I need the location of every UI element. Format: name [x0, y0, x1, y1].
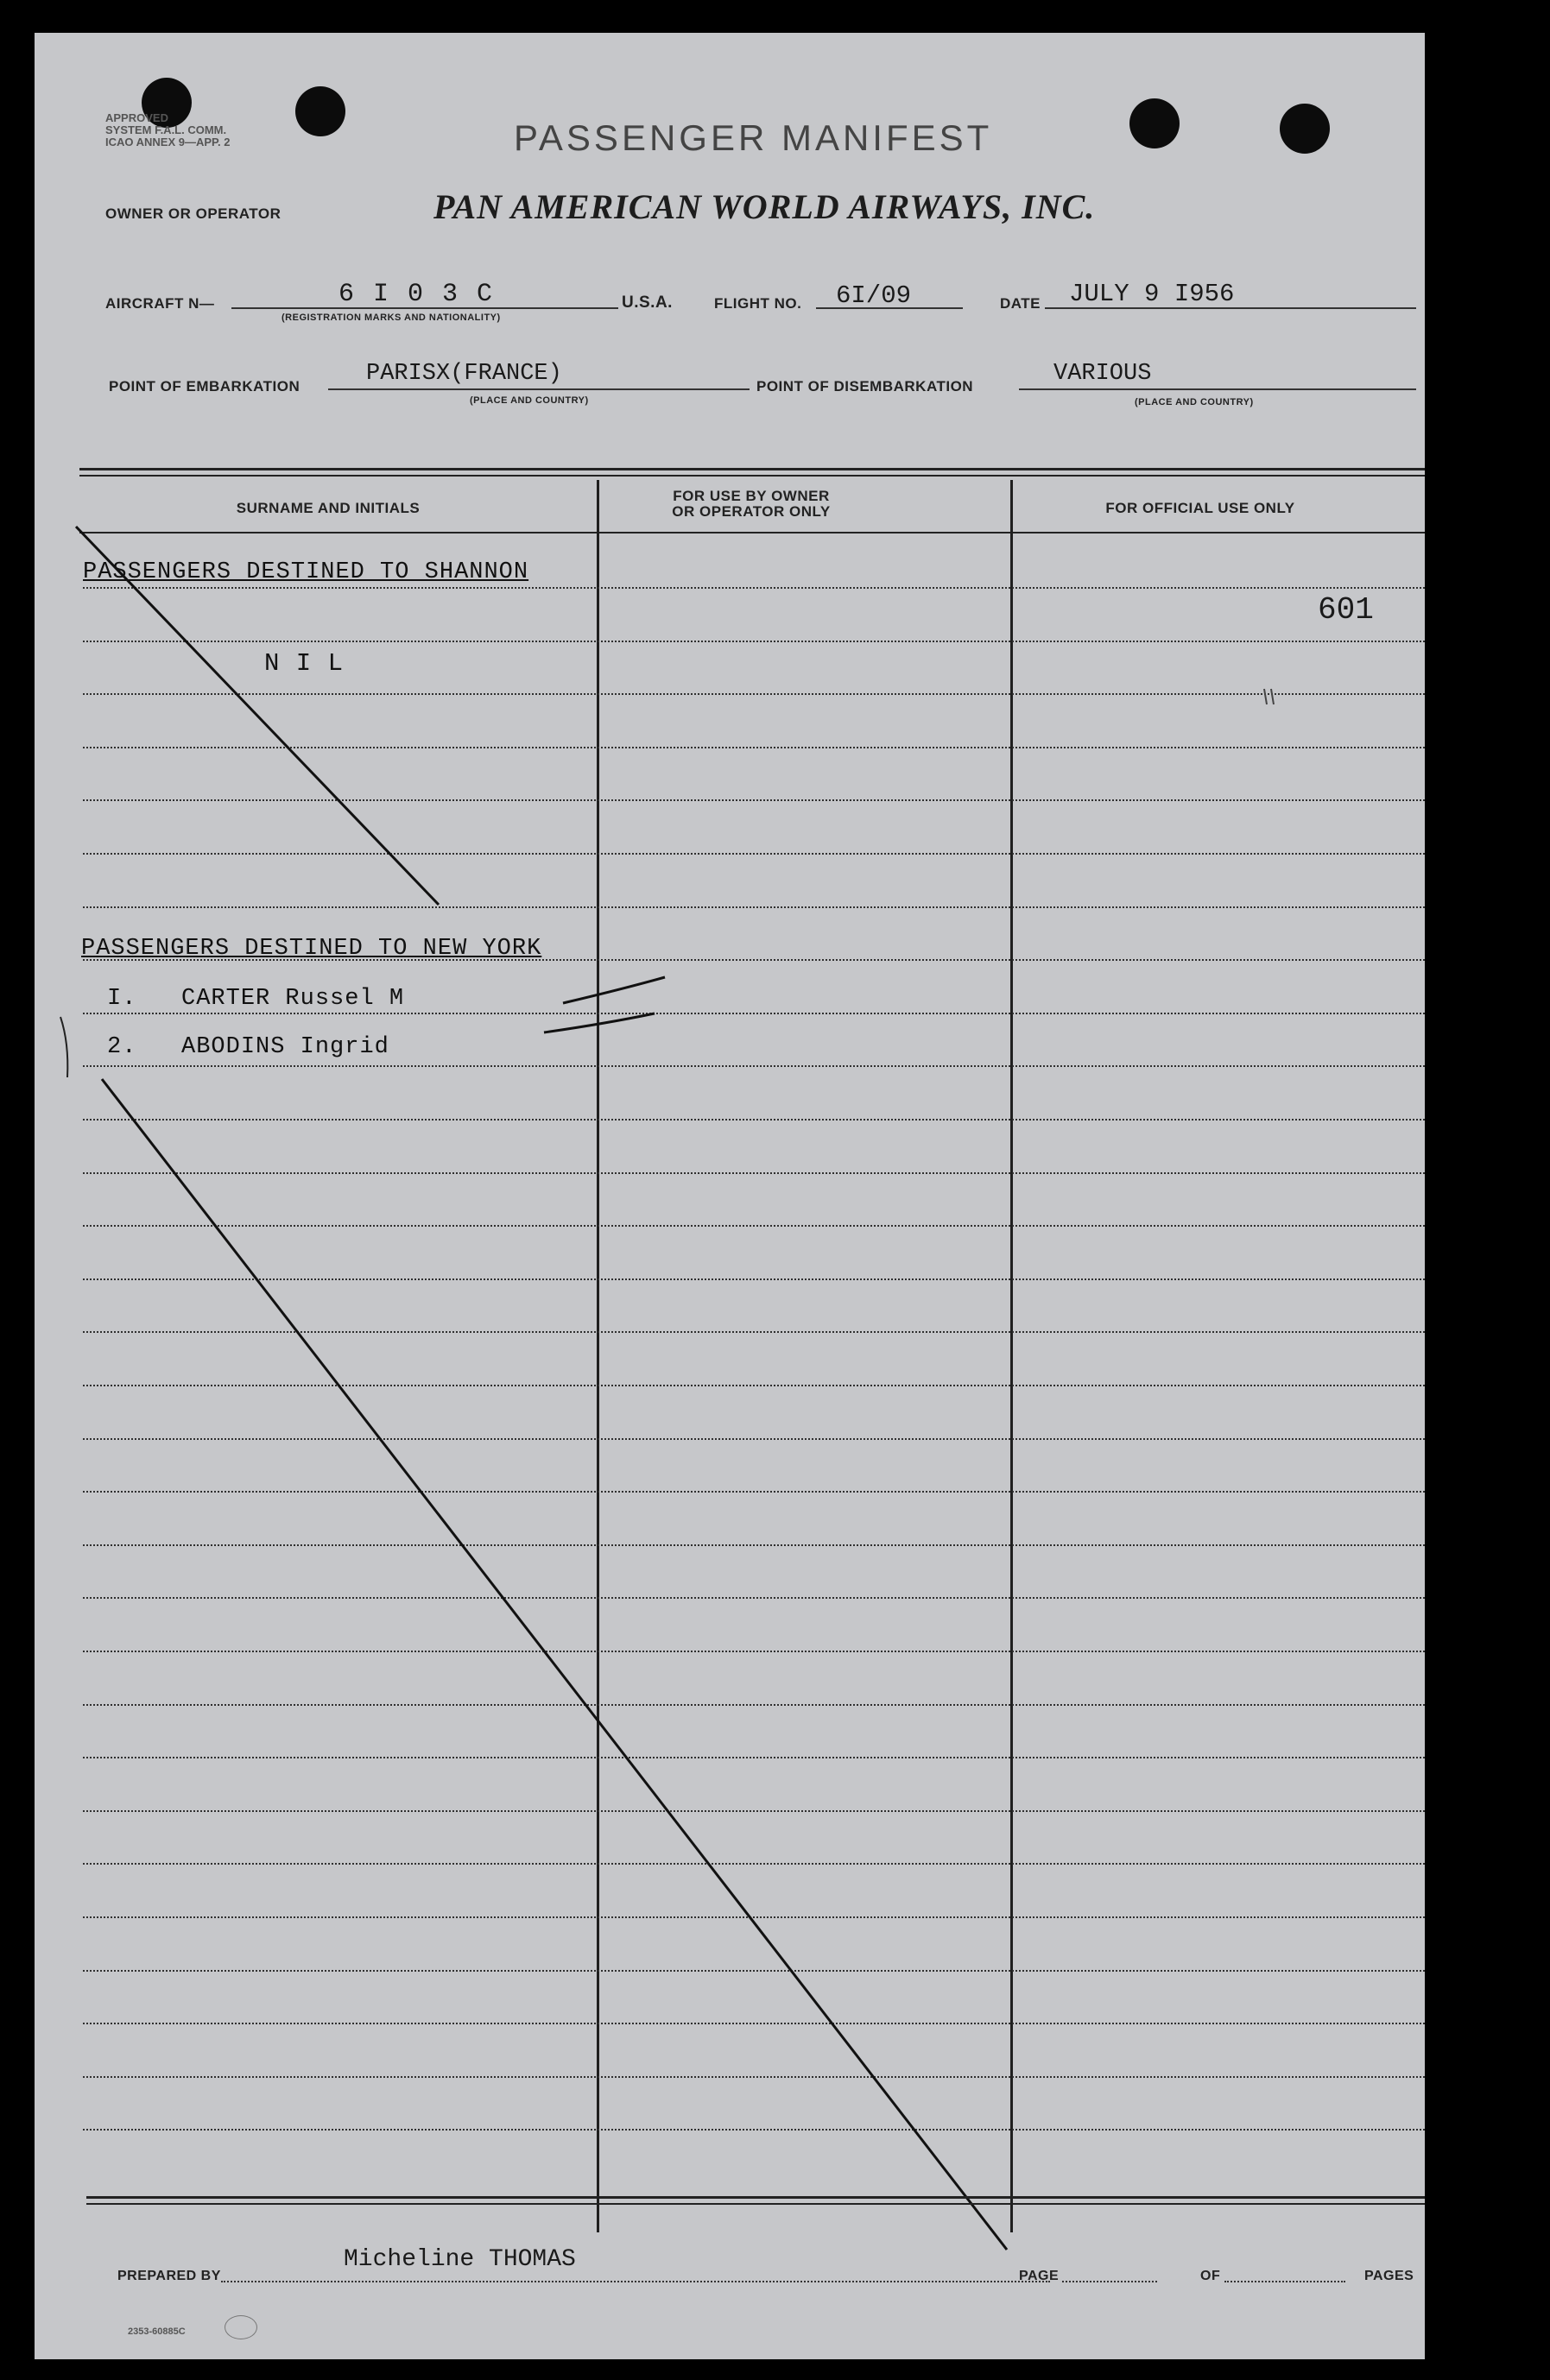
embark-sublabel: (PLACE AND COUNTRY): [470, 395, 589, 406]
passenger-name: CARTER Russel M: [181, 986, 405, 1012]
prepared-value: Micheline THOMAS: [344, 2246, 576, 2273]
disembark-value: VARIOUS: [1053, 361, 1152, 387]
of-label: OF: [1200, 2269, 1221, 2283]
approval-line: SYSTEM F.A.L. COMM.: [105, 123, 227, 136]
section-heading-new-york: PASSENGERS DESTINED TO NEW YORK: [81, 936, 542, 962]
manifest-sheet: [35, 33, 1425, 2359]
check-mark: [563, 977, 665, 1003]
handwritten-marks: [35, 33, 1425, 2359]
form-number: 2353-60885C: [128, 2326, 186, 2337]
pencil-mark: [1264, 689, 1274, 704]
owner-value: PAN AMERICAN WORLD AIRWAYS, INC.: [433, 187, 1096, 226]
passenger-number: I.: [107, 986, 137, 1012]
aircraft-label: AIRCRAFT N—: [105, 295, 215, 312]
embark-value: PARISX(FRANCE): [366, 361, 562, 387]
owner-label: OWNER OR OPERATOR: [105, 205, 282, 222]
flight-value: 6I/09: [836, 281, 912, 310]
pages-label: PAGES: [1364, 2269, 1414, 2283]
strike-line-new-york: [102, 1079, 1007, 2250]
approval-line: ICAO ANNEX 9—APP. 2: [105, 136, 231, 148]
country-value: U.S.A.: [622, 294, 673, 312]
check-mark: [544, 1013, 655, 1032]
strike-line-shannon: [76, 527, 439, 905]
approval-line: APPROVED: [105, 111, 168, 124]
column-header-owner-line1: FOR USE BY OWNER: [673, 488, 830, 504]
disembark-label: POINT OF DISEMBARKATION: [756, 378, 974, 395]
aircraft-value: 6 I 0 3 C: [338, 280, 495, 309]
disembark-sublabel: (PLACE AND COUNTRY): [1135, 397, 1254, 407]
section-heading-shannon: PASSENGERS DESTINED TO SHANNON: [83, 559, 529, 585]
embark-label: POINT OF EMBARKATION: [109, 378, 301, 395]
date-value: JULY 9 I956: [1069, 280, 1235, 308]
prepared-label: PREPARED BY: [117, 2269, 221, 2283]
aircraft-sublabel: (REGISTRATION MARKS AND NATIONALITY): [282, 312, 501, 323]
column-header-owner-line2: OR OPERATOR ONLY: [672, 503, 831, 520]
column-header-surname: SURNAME AND INITIALS: [236, 500, 421, 516]
date-label: DATE: [1000, 295, 1041, 312]
form-title: PASSENGER MANIFEST: [514, 117, 993, 158]
passenger-name: ABODINS Ingrid: [181, 1034, 389, 1060]
passenger-number: 2.: [107, 1034, 137, 1060]
page-label: PAGE: [1019, 2269, 1060, 2283]
union-stamp: [225, 2315, 257, 2339]
edge-mark: [60, 1017, 67, 1077]
flight-label: FLIGHT NO.: [714, 295, 802, 312]
column-header-official: FOR OFFICIAL USE ONLY: [1105, 500, 1295, 516]
nil-entry: N I L: [264, 649, 345, 678]
official-number: 601: [1318, 592, 1374, 628]
